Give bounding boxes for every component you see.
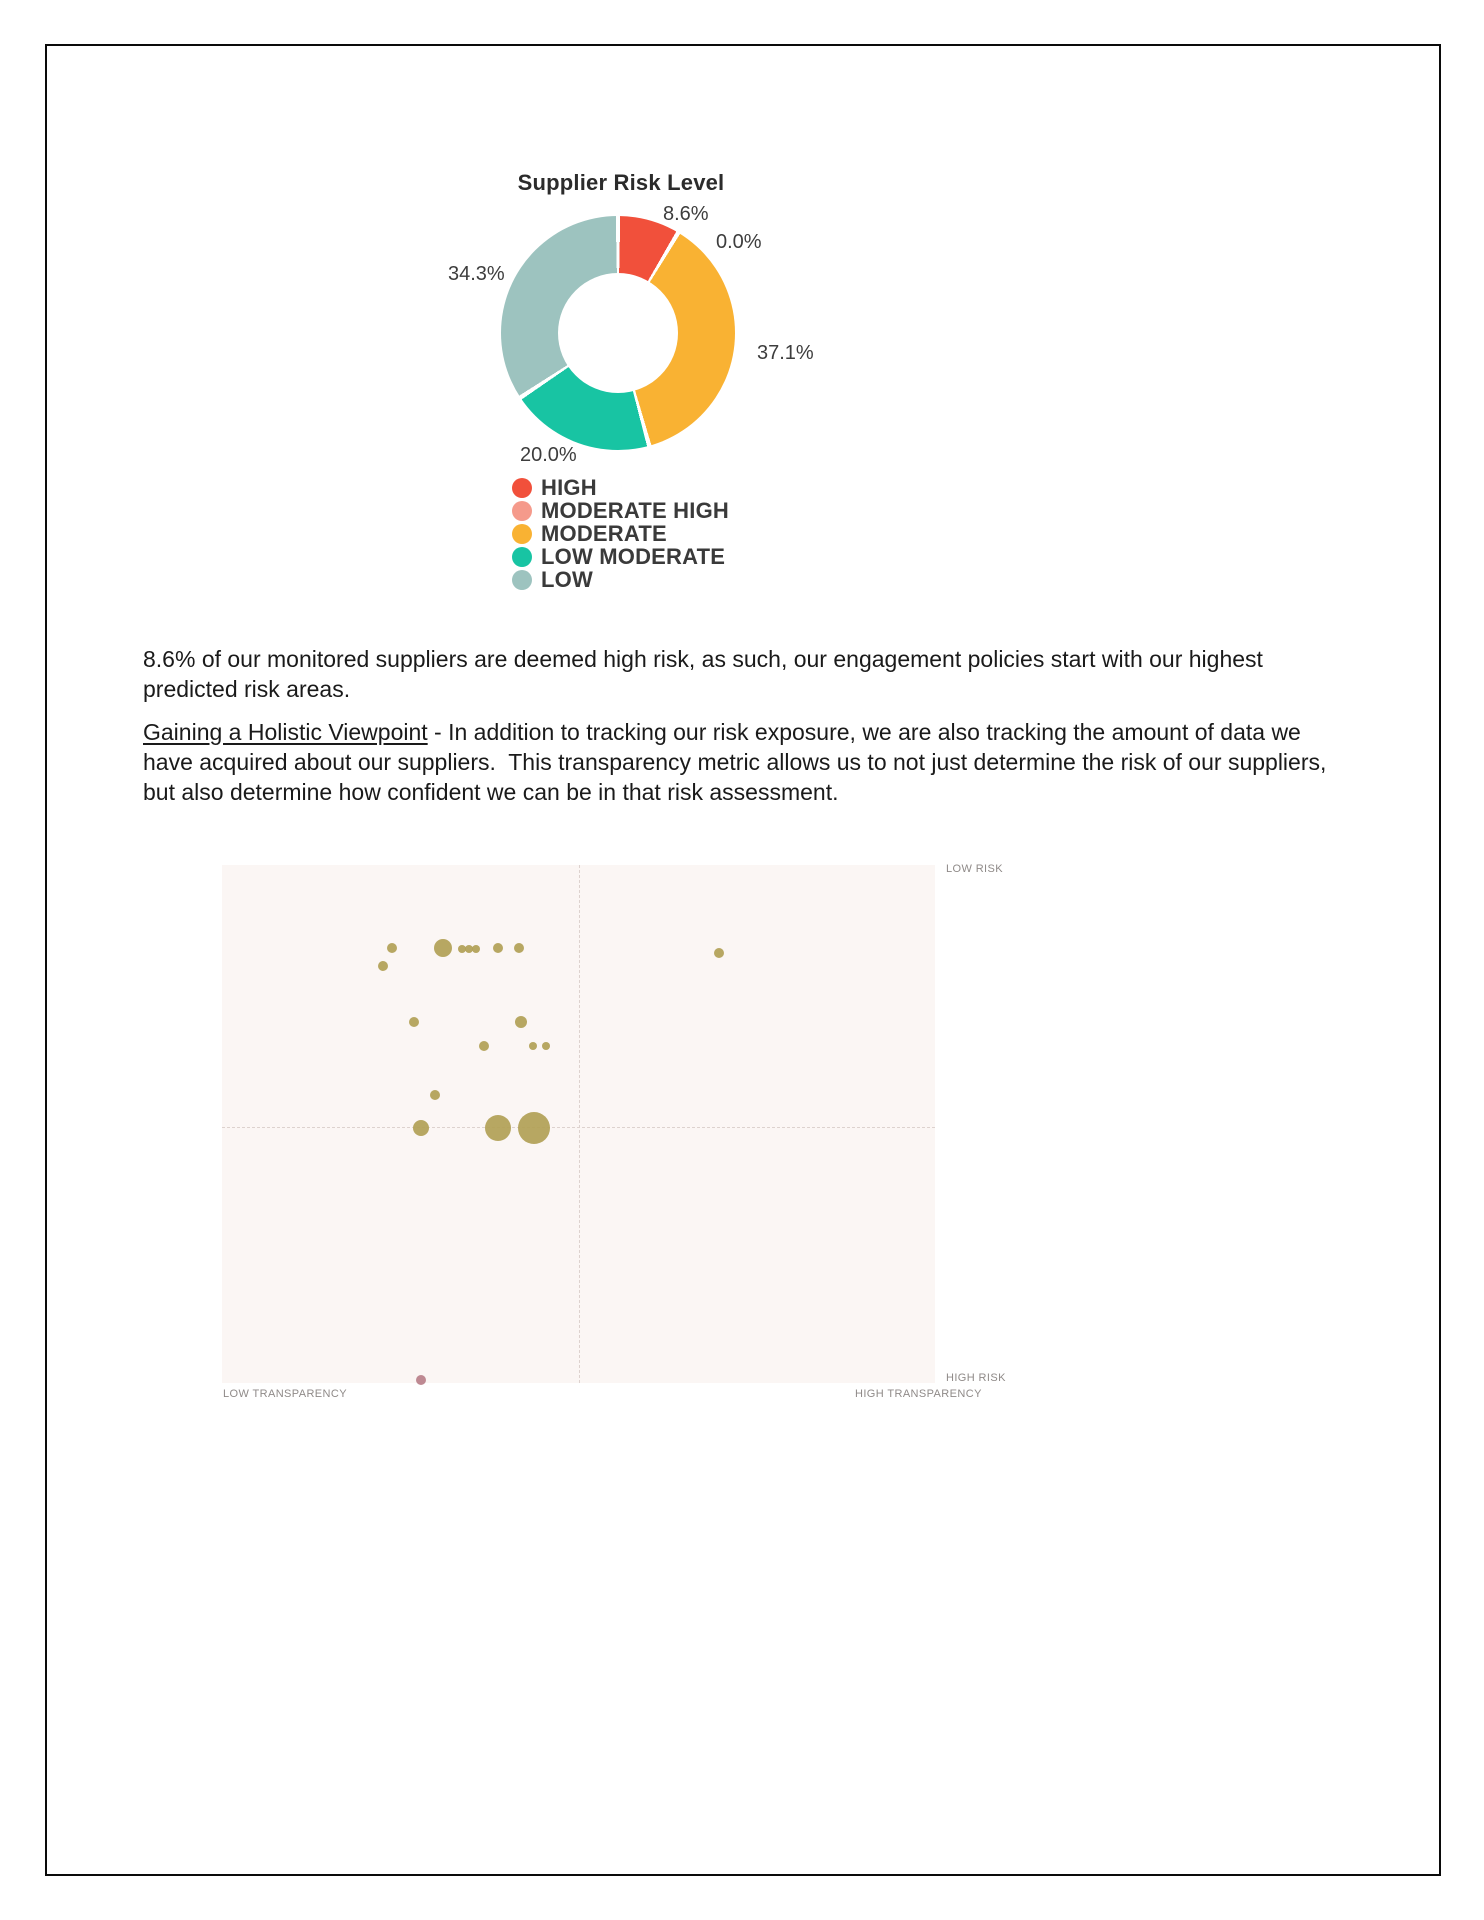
scatter-bubble <box>542 1042 550 1050</box>
scatter-bubble <box>529 1042 537 1050</box>
donut-legend <box>512 477 729 591</box>
scatter-bubble <box>515 1016 527 1028</box>
legend-item <box>512 546 729 568</box>
legend-item <box>512 523 729 545</box>
donut-value-label-high: 8.6% <box>663 203 709 225</box>
donut-hole <box>558 273 678 393</box>
legend-dot-icon <box>512 478 532 498</box>
legend-label: LOW <box>541 567 593 592</box>
scatter-bubble <box>714 948 724 958</box>
donut-value-label-low-moderate: 20.0% <box>520 444 577 466</box>
scatter-bubble <box>472 945 480 953</box>
legend-label: LOW MODERATE <box>541 544 726 569</box>
legend-item <box>512 500 729 522</box>
scatter-bubble <box>413 1120 429 1136</box>
legend-label: HIGH <box>541 475 597 500</box>
scatter-bubble <box>493 943 503 953</box>
paragraph-holistic-viewpoint <box>143 717 1351 807</box>
scatter-bubble <box>479 1041 489 1051</box>
donut-value-label-moderate: 37.1% <box>757 342 814 364</box>
scatter-bubble <box>378 961 388 971</box>
holistic-viewpoint-heading: Gaining a Holistic Viewpoint <box>143 719 428 745</box>
scatter-bubble <box>434 939 452 957</box>
donut-ring <box>501 216 735 450</box>
horizontal-gridline <box>222 1127 935 1128</box>
scatter-bubble <box>485 1115 511 1141</box>
legend-label: MODERATE HIGH <box>541 498 729 523</box>
legend-dot-icon <box>512 524 532 544</box>
legend-dot-icon <box>512 547 532 567</box>
scatter-bubble <box>518 1112 550 1144</box>
legend-dot-icon <box>512 501 532 521</box>
donut-value-label-low: 34.3% <box>448 263 505 285</box>
scatter-bubble <box>514 943 524 953</box>
holistic-viewpoint-body: - In addition to tracking our risk exposure, we are also tracking the amount of data we have acquired about our suppliers. This transparency metric allows us to not just determine the risk of our suppliers, but also determine how confident we can be in that risk assessment. <box>143 719 1333 805</box>
donut-chart-title: Supplier Risk Level <box>517 170 725 195</box>
paragraph-high-risk: 8.6% of our monitored suppliers are deemed high risk, as such, our engagement policies start with our highest predicted risk areas. <box>143 646 1270 702</box>
vertical-gridline <box>579 865 580 1383</box>
scatter-plot-area <box>222 865 935 1383</box>
legend-dot-icon <box>512 570 532 590</box>
scatter-bubble <box>430 1090 440 1100</box>
axis-label-high-risk: HIGH RISK <box>946 1372 1006 1384</box>
axis-label-low-risk: LOW RISK <box>946 863 1003 875</box>
scatter-bubble <box>409 1017 419 1027</box>
donut-value-label-moderate-high: 0.0% <box>716 231 762 253</box>
axis-label-low-transparency: LOW TRANSPARENCY <box>223 1388 347 1400</box>
legend-label: MODERATE <box>541 521 667 546</box>
legend-item <box>512 477 729 499</box>
scatter-bubble <box>387 943 397 953</box>
legend-item <box>512 569 729 591</box>
axis-label-high-transparency: HIGH TRANSPARENCY <box>855 1388 982 1400</box>
